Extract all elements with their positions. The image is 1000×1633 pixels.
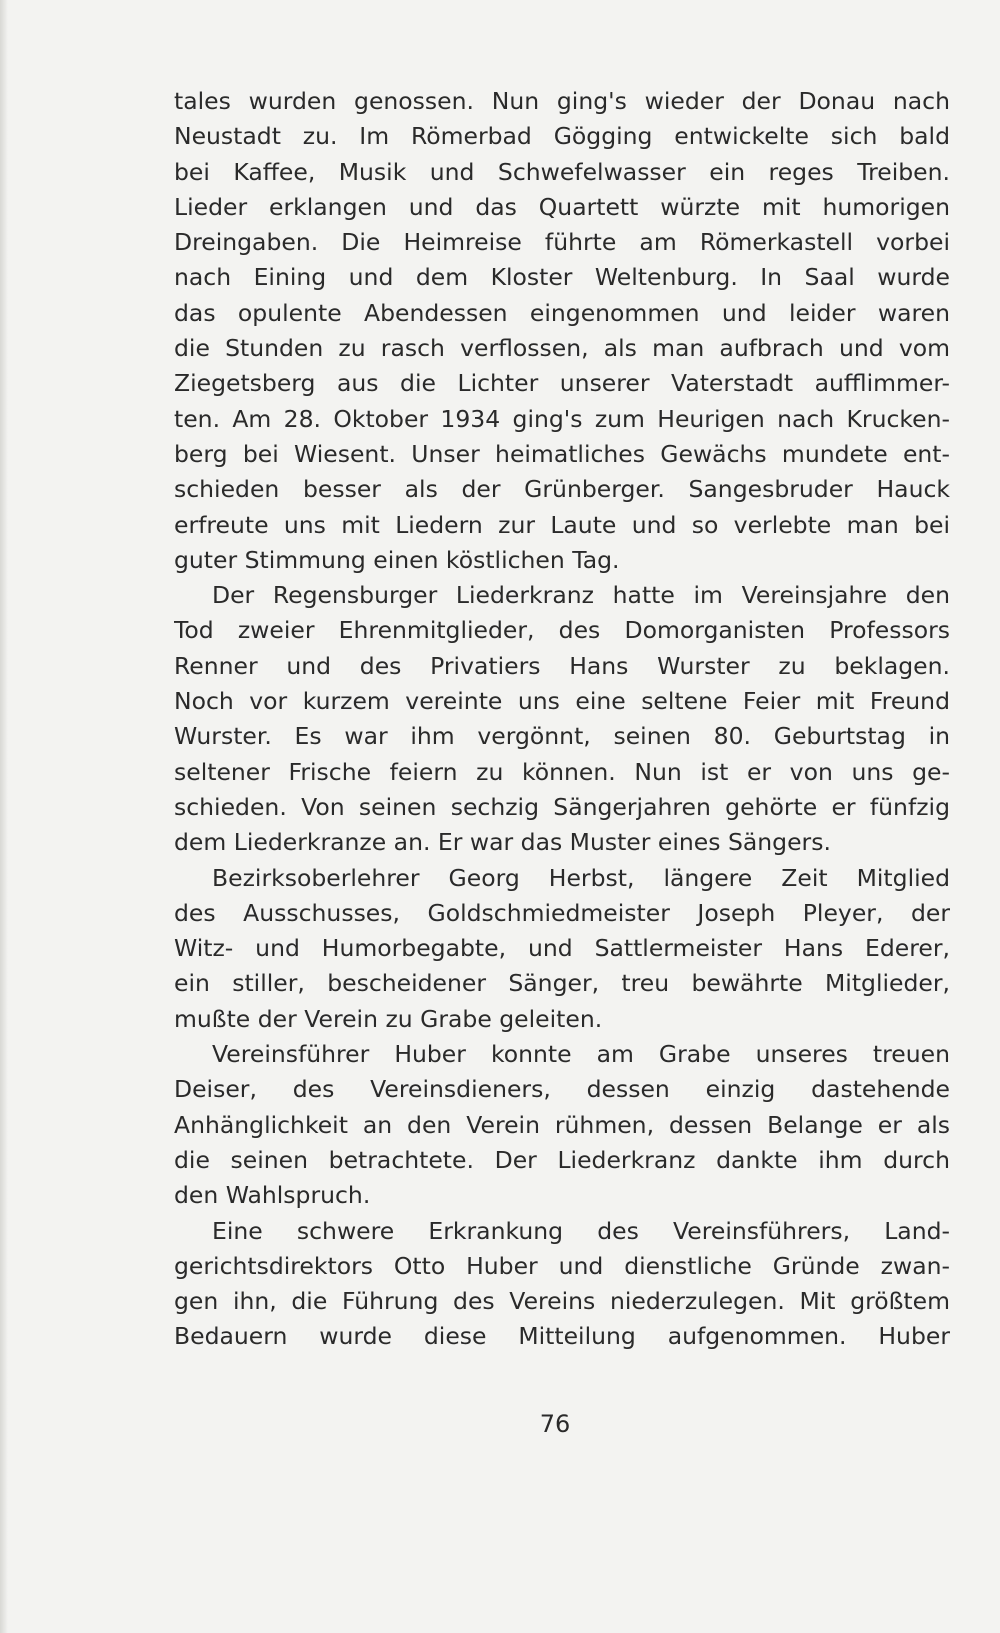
text-line: erfreute uns mit Liedern zur Laute und so verlebte man bei <box>174 510 950 539</box>
text-line: Dreingaben. Die Heimreise führte am Römerkastell vorbei <box>174 228 950 257</box>
text-line: gerichtsdirektors Otto Huber und dienstliche Gründe zwan- <box>174 1251 950 1280</box>
paragraph-start-line: Vereinsführer Huber konnte am Grabe unseres treuen <box>212 1040 950 1069</box>
text-line: Renner und des Privatiers Hans Wurster zu beklagen. <box>174 651 950 680</box>
paragraph-start-line: Eine schwere Erkrankung des Vereinsführers, Land- <box>212 1216 950 1245</box>
text-line: Noch vor kurzem vereinte uns eine seltene Feier mit Freund <box>174 687 950 716</box>
text-line: seltener Frische feiern zu können. Nun ist er von uns ge- <box>174 757 950 786</box>
text-line: bei Kaffee, Musik und Schwefelwasser ein reges Treiben. <box>174 157 950 186</box>
text-line: Deiser, des Vereinsdieners, dessen einzig dastehende <box>174 1075 950 1104</box>
text-line: das opulente Abendessen eingenommen und leider waren <box>174 298 950 327</box>
text-line: des Ausschusses, Goldschmiedmeister Joseph Pleyer, der <box>174 898 950 927</box>
text-line: die seinen betrachtete. Der Liederkranz dankte ihm durch <box>174 1145 950 1174</box>
text-line: tales wurden genossen. Nun ging's wieder der Donau nach <box>174 87 950 115</box>
text-line: nach Eining und dem Kloster Weltenburg. In Saal wurde <box>174 263 950 292</box>
text-line: mußte der Verein zu Grabe geleiten. <box>174 1004 603 1033</box>
text-line: schieden besser als der Grünberger. Sangesbruder Hauck <box>174 475 950 504</box>
text-line: Lieder erklangen und das Quartett würzte mit humorigen <box>174 192 950 221</box>
text-line: Bedauern wurde diese Mitteilung aufgenommen. Huber <box>174 1322 950 1351</box>
text-line: Witz- und Humorbegabte, und Sattlermeister Hans Ederer, <box>174 934 950 963</box>
text-line: dem Liederkranze an. Er war das Muster eines Sängers. <box>174 828 831 857</box>
text-line: ten. Am 28. Oktober 1934 ging's zum Heurigen nach Krucken- <box>174 404 950 433</box>
text-line: Ziegetsberg aus die Lichter unserer Vaterstadt aufflimmer- <box>174 369 950 398</box>
text-line: den Wahlspruch. <box>174 1181 371 1210</box>
body-text <box>174 84 950 1355</box>
text-line: berg bei Wiesent. Unser heimatliches Gewächs mundete ent- <box>174 439 950 468</box>
text-line: Tod zweier Ehrenmitglieder, des Domorganisten Professors <box>174 616 950 645</box>
text-line: Wurster. Es war ihm vergönnt, seinen 80. Geburtstag in <box>174 722 950 751</box>
paragraph-start-line: Bezirksoberlehrer Georg Herbst, längere Zeit Mitglied <box>212 863 950 892</box>
text-line: Neustadt zu. Im Römerbad Gögging entwickelte sich bald <box>174 122 950 151</box>
text-line: guter Stimmung einen köstlichen Tag. <box>174 545 620 574</box>
text-line: gen ihn, die Führung des Vereins niederzulegen. Mit größtem <box>174 1287 950 1316</box>
text-line: schieden. Von seinen sechzig Sängerjahren gehörte er fünfzig <box>174 792 950 821</box>
page-number: 76 <box>539 1410 571 1438</box>
text-line: ein stiller, bescheidener Sänger, treu bewährte Mitglieder, <box>174 969 950 998</box>
text-line: die Stunden zu rasch verflossen, als man aufbrach und vom <box>174 334 950 363</box>
paragraph-start-line: Der Regensburger Liederkranz hatte im Vereinsjahre den <box>212 581 950 610</box>
text-line: Anhänglichkeit an den Verein rühmen, dessen Belange er als <box>174 1110 950 1139</box>
